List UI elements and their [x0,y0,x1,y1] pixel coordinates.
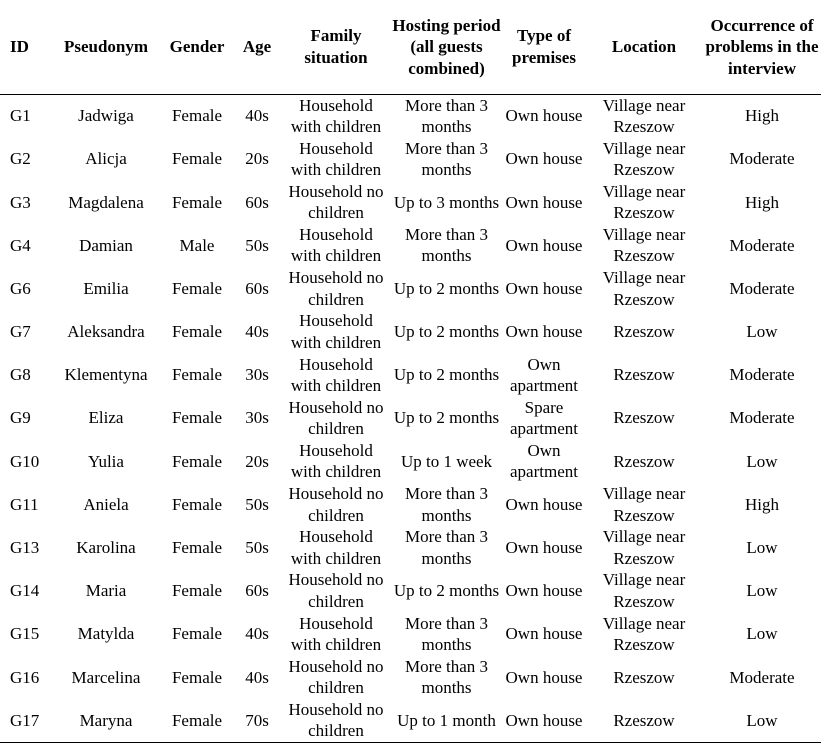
cell-age: 40s [245,322,269,342]
cell-age: 60s [245,278,269,298]
header-hosting-period: Hosting period (all guests combined) [390,0,503,94]
cell-occurrence-of-problems: Moderate [729,667,795,687]
cell-gender: Female [171,624,223,644]
cell-type-of-premises: Own house [505,192,583,212]
cell-gender: Female [171,106,223,126]
cell-location: Village near Rzeszow [602,95,686,136]
cell-family-situation: Household with children [290,527,382,568]
cell-occurrence-of-problems: High [745,106,779,126]
cell-family-situation: Household with children [290,613,382,655]
cell-occurrence-of-problems: High [745,192,779,212]
cell-hosting-period: More than 3 months [404,484,489,525]
table-row [0,613,821,656]
cell-id: G2 [10,149,31,169]
cell-hosting-period: More than 3 months [404,613,489,655]
cell-occurrence-of-problems: High [745,494,779,514]
cell-gender: Female [171,408,223,428]
cell-location: Village near Rzeszow [602,224,686,266]
cell-age: 40s [245,667,269,687]
cell-occurrence-of-problems: Low [746,538,778,558]
table-row [0,94,821,138]
cell-pseudonym: Alicja [85,149,127,169]
cell-hosting-period: More than 3 months [404,224,489,266]
table-row [0,656,821,699]
header-gender: Gender [162,0,232,94]
cell-id: G8 [10,365,31,385]
cell-id: G16 [10,667,40,687]
cell-id: G4 [10,235,31,255]
cell-occurrence-of-problems: Moderate [729,235,795,255]
cell-family-situation: Household no children [282,699,390,743]
cell-age: 50s [245,235,269,255]
table-row [0,138,821,181]
cell-occurrence-of-problems: Low [746,451,778,471]
cell-location: Village near Rzeszow [602,613,686,655]
cell-location: Village near Rzeszow [602,527,686,568]
cell-family-situation: Household no children [288,268,384,309]
cell-type-of-premises: Own house [505,149,583,169]
cell-hosting-period: Up to 2 months [393,365,500,385]
cell-type-of-premises: Own house [505,581,583,601]
cell-type-of-premises: Own house [505,667,583,687]
cell-occurrence-of-problems: Moderate [729,149,795,169]
cell-gender: Male [179,235,215,255]
cell-id: G9 [10,408,31,428]
cell-id: G7 [10,322,31,342]
cell-occurrence-of-problems: Low [746,624,778,644]
cell-age: 60s [245,192,269,212]
table-row [0,440,821,483]
header-age: Age [232,0,282,94]
cell-location: Rzeszow [613,667,675,687]
cell-family-situation: Household with children [290,95,382,136]
cell-type-of-premises: Own house [505,235,583,255]
cell-family-situation: Household with children [290,354,382,396]
cell-pseudonym: Aleksandra [67,322,145,342]
cell-pseudonym: Magdalena [68,192,144,212]
header-id: ID [0,0,50,94]
cell-gender: Female [171,322,223,342]
header-occurrence-of-problems: Occurrence of problems in the interview [703,0,821,94]
cell-occurrence-of-problems: Moderate [729,408,795,428]
cell-type-of-premises: Own house [505,538,583,558]
cell-gender: Female [171,581,223,601]
cell-gender: Female [171,494,223,514]
cell-family-situation: Household with children [290,224,382,266]
cell-hosting-period: Up to 1 month [390,699,503,743]
cell-type-of-premises: Own house [505,494,583,514]
cell-type-of-premises: Own apartment [510,354,578,396]
cell-pseudonym: Jadwiga [78,106,134,126]
table-row [0,353,821,396]
cell-gender: Female [171,149,223,169]
cell-type-of-premises: Own house [503,699,585,743]
cell-pseudonym: Klementyna [64,365,148,385]
cell-hosting-period: More than 3 months [404,656,489,698]
cell-type-of-premises: Own house [505,322,583,342]
cell-id: G1 [10,106,31,126]
cell-gender: Female [171,278,223,298]
cell-type-of-premises: Own house [505,624,583,644]
cell-location: Rzeszow [613,365,675,385]
cell-occurrence-of-problems: Moderate [729,365,795,385]
cell-family-situation: Household with children [290,440,382,482]
table-row [0,569,821,612]
cell-hosting-period: Up to 1 week [400,451,493,471]
table-row [0,310,821,353]
cell-type-of-premises: Own house [505,278,583,298]
cell-location: Village near Rzeszow [602,138,686,180]
table-row [0,526,821,569]
cell-id: G13 [10,538,40,558]
cell-family-situation: Household no children [288,570,384,611]
cell-age: 20s [245,149,269,169]
cell-hosting-period: Up to 3 months [393,192,500,212]
cell-type-of-premises: Spare apartment [510,397,578,439]
cell-age: 60s [245,581,269,601]
cell-id: G3 [10,192,31,212]
cell-occurrence-of-problems: Moderate [729,278,795,298]
cell-age: 50s [245,538,269,558]
cell-pseudonym: Eliza [88,408,124,428]
cell-location: Village near Rzeszow [602,484,686,525]
cell-pseudonym: Maryna [50,699,162,743]
cell-family-situation: Household no children [288,656,384,698]
cell-pseudonym: Karolina [76,538,136,558]
cell-age: 20s [245,451,269,471]
cell-pseudonym: Marcelina [71,667,141,687]
cell-gender: Female [171,667,223,687]
cell-location: Village near Rzeszow [602,570,686,611]
cell-pseudonym: Matylda [77,624,135,644]
header-location: Location [585,0,703,94]
cell-location: Rzeszow [613,322,675,342]
cell-age: 50s [245,494,269,514]
cell-age: 30s [245,408,269,428]
cell-family-situation: Household no children [288,397,384,439]
cell-pseudonym: Yulia [88,451,124,471]
cell-hosting-period: Up to 2 months [393,278,500,298]
table-row [0,224,821,267]
cell-pseudonym: Damian [79,235,133,255]
table-body [0,94,821,742]
table-row [0,699,821,743]
cell-id: G6 [10,278,31,298]
cell-gender: Female [171,365,223,385]
cell-pseudonym: Maria [85,581,127,601]
cell-age: 40s [245,106,269,126]
cell-age: 30s [245,365,269,385]
cell-id: G17 [0,699,50,743]
cell-location: Village near Rzeszow [602,181,686,223]
table-row [0,483,821,526]
cell-family-situation: Household with children [290,311,382,352]
table-row [0,397,821,440]
cell-family-situation: Household with children [290,138,382,180]
cell-age: 70s [232,699,282,743]
table-row [0,181,821,224]
cell-id: G11 [10,494,39,514]
table-row [0,267,821,310]
cell-id: G10 [10,451,40,471]
cell-location: Rzeszow [585,699,703,743]
cell-pseudonym: Emilia [83,278,129,298]
header-type-of-premises: Type of premises [503,0,585,94]
cell-type-of-premises: Own apartment [510,440,578,482]
cell-type-of-premises: Own house [505,106,583,126]
cell-location: Rzeszow [613,451,675,471]
cell-location: Rzeszow [613,408,675,428]
cell-hosting-period: More than 3 months [404,95,489,136]
cell-gender: Female [171,451,223,471]
cell-age: 40s [245,624,269,644]
cell-gender: Female [171,192,223,212]
header-family-situation: Family situation [282,0,390,94]
cell-hosting-period: Up to 2 months [393,408,500,428]
cell-gender: Female [162,699,232,743]
cell-occurrence-of-problems: Low [746,322,778,342]
cell-id: G14 [10,581,40,601]
cell-family-situation: Household no children [288,181,384,223]
cell-occurrence-of-problems: Low [746,581,778,601]
cell-family-situation: Household no children [288,484,384,525]
cell-pseudonym: Aniela [83,494,129,514]
cell-hosting-period: More than 3 months [404,138,489,180]
cell-hosting-period: More than 3 months [404,527,489,568]
cell-id: G15 [10,624,40,644]
cell-hosting-period: Up to 2 months [393,322,500,342]
table-header [0,0,821,94]
cell-location: Village near Rzeszow [602,268,686,309]
cell-hosting-period: Up to 2 months [393,581,500,601]
cell-gender: Female [171,538,223,558]
cell-occurrence-of-problems: Low [703,699,821,743]
header-pseudonym: Pseudonym [50,0,162,94]
